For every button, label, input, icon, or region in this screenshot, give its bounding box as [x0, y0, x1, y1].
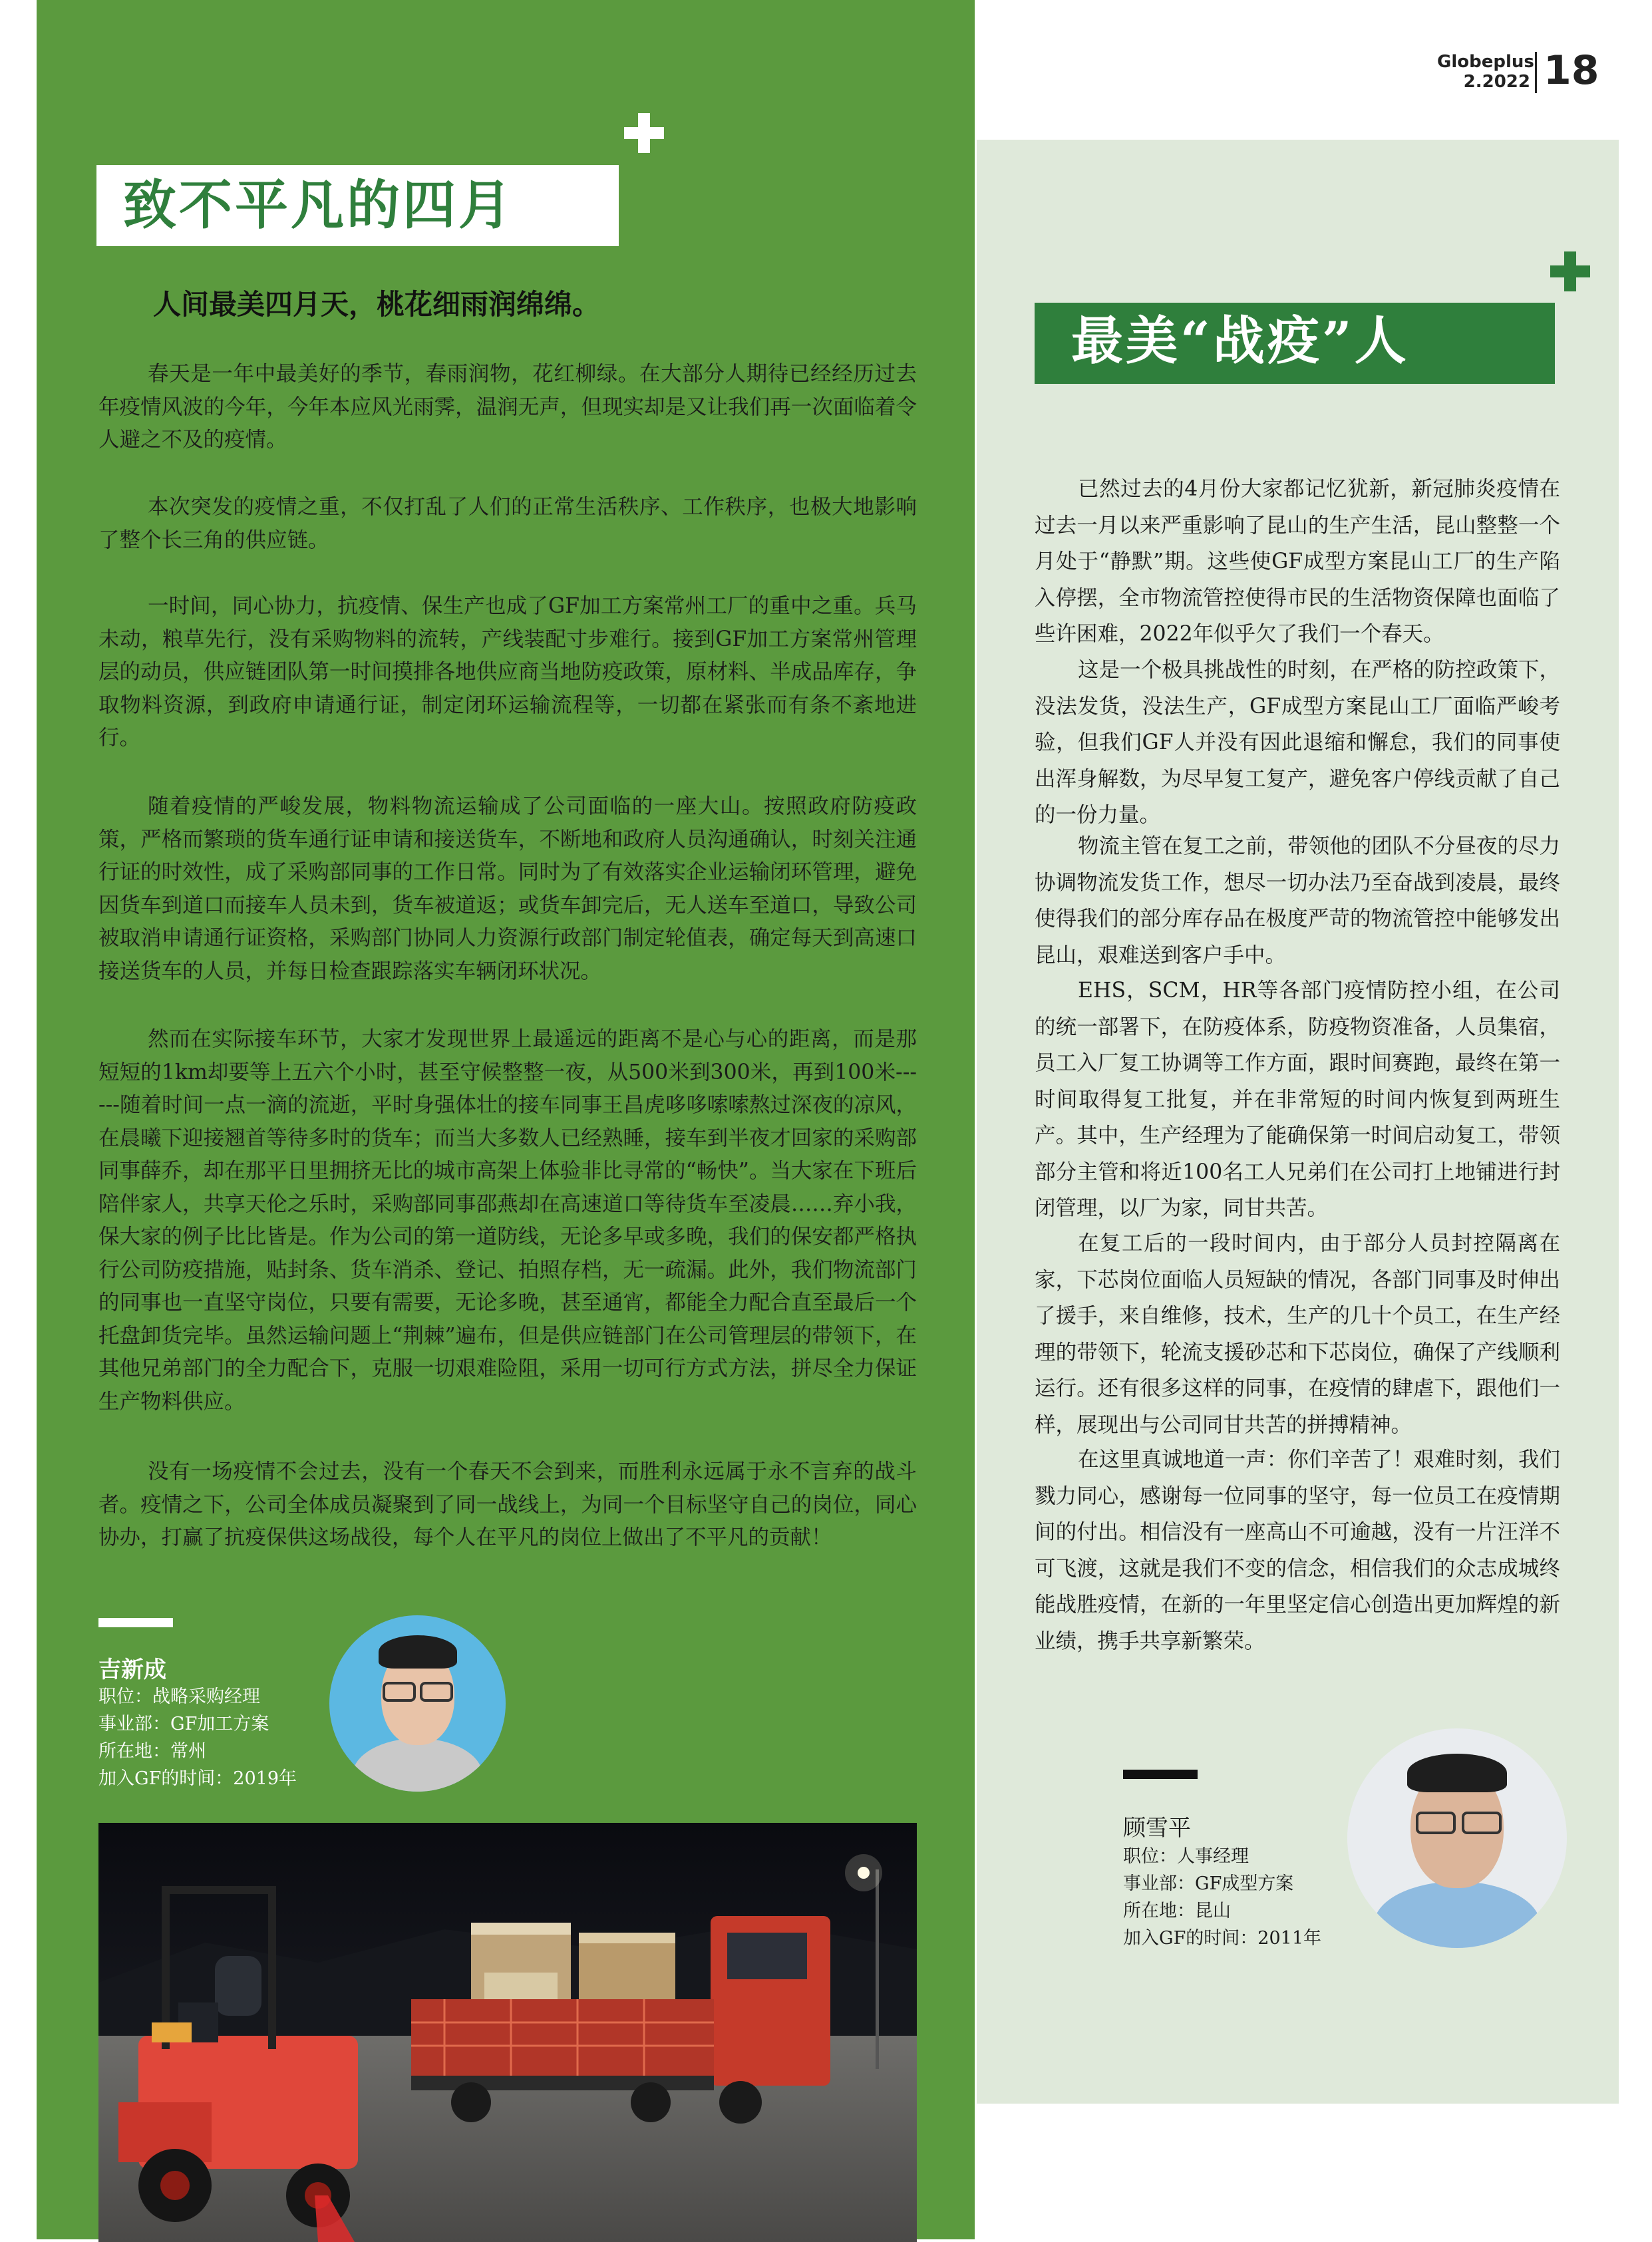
- profile-divider: [98, 1618, 173, 1627]
- avatar: [329, 1615, 506, 1792]
- profile-joined: 加入GF的时间：2011年: [1123, 1928, 1322, 1949]
- profile-division: 事业部：GF成型方案: [1123, 1873, 1294, 1894]
- profile-position: 职位：战略采购经理: [98, 1686, 260, 1707]
- left-paragraph: 随着疫情的严峻发展，物料物流运输成了公司面临的一座大山。按照政府防疫政策，严格而繁琐的货车通行证申请和接送货车，不断地和政府人员沟通确认，时刻关注通行证的时效性，成了采购部同事的工作日常。同时为了有效落实企业运输闭环管理，避免因货车到道口而接车人员未到，货车被道返；或货车卸完后，无人送车至道口，导致公司被取消申请通行证资格，采购部门协同人力资源行政部门制定轮值表，确定每天到高速口接送货车的人员，并每日检查跟踪落实车辆闭环状况。: [98, 794, 917, 983]
- profile-name: 吉新成: [98, 1657, 166, 1683]
- right-paragraph: 已然过去的4月份大家都记忆犹新，新冠肺炎疫情在过去一月以来严重影响了昆山的生产生活，昆山整整一个月处于“静默”期。这些使GF成型方案昆山工厂的生产陷入停摆，全市物流管控使得市民的生活物资保障也面临了些许困难，2022年似乎欠了我们一个春天。: [1035, 477, 1560, 646]
- profile-name: 顾雪平: [1123, 1815, 1191, 1842]
- right-paragraph: 这是一个极具挑战性的时刻，在严格的防控政策下，没法发货，没法生产，GF成型方案昆山工厂面临严峻考验，但我们GF人并没有因此退缩和懈怠，我们的同事使出浑身解数，为尽早复工复产，避免客户停线贡献了自己的一份力量。: [1035, 658, 1560, 827]
- left-article-title: 致不平凡的四月: [123, 174, 514, 236]
- profile-divider: [1123, 1770, 1198, 1779]
- issue-number: 2.2022: [1463, 72, 1530, 92]
- right-paragraph: 物流主管在复工之前，带领他的团队不分昼夜的尽力协调物流发货工作，想尽一切办法乃至奋战到凌晨，最终使得我们的部分库存品在极度严苛的物流管控中能够发出昆山，艰难送到客户手中。: [1035, 834, 1560, 967]
- left-paragraph: 本次突发的疫情之重，不仅打乱了人们的正常生活秩序、工作秩序，也极大地影响了整个长三角的供应链。: [98, 495, 917, 552]
- profile-position: 职位：人事经理: [1123, 1846, 1249, 1867]
- forklift-truck-photo: [98, 1823, 917, 2242]
- plus-icon: [624, 113, 664, 153]
- magazine-brand: [1437, 52, 1534, 92]
- profile-joined: 加入GF的时间：2019年: [98, 1768, 297, 1789]
- left-paragraph: 春天是一年中最美好的季节，春雨润物，花红柳绿。在大部分人期待已经经历过去年疫情风波的今年，今年本应风光雨霁，温润无声，但现实却是又让我们再一次面临着令人避之不及的疫情。: [98, 362, 917, 452]
- right-paragraph: 在这里真诚地道一声：你们辛苦了！艰难时刻，我们戮力同心，感谢每一位同事的坚守，每一位员工在疫情期间的付出。相信没有一座高山不可逾越，没有一片汪洋不可飞渡，这就是我们不变的信念，相信我们的众志成城终能战胜疫情，在新的一年里坚定信心创造出更加辉煌的新业绩，携手共享新繁荣。: [1035, 1448, 1560, 1653]
- right-article-title: 最美“战疫”人: [1071, 311, 1409, 371]
- brand-name: Globeplus: [1437, 52, 1534, 72]
- page-number: 18: [1544, 47, 1599, 94]
- plus-icon: [1550, 251, 1590, 291]
- left-paragraph: 一时间，同心协力，抗疫情、保生产也成了GF加工方案常州工厂的重中之重。兵马未动，粮草先行，没有采购物料的流转，产线装配寸步难行。接到GF加工方案常州管理层的动员，供应链团队第一时间摸排各地供应商当地防疫政策，原材料、半成品库存，争取物料资源，到政府申请通行证，制定闭环运输流程等，一切都在紧张而有条不紊地进行。: [98, 594, 917, 750]
- left-paragraph: 然而在实际接车环节，大家才发现世界上最遥远的距离不是心与心的距离，而是那短短的1km却要等上五六个小时，甚至守候整整一夜，从500米到300米，再到100米------随着时间一点一滴的流逝，平时身强体壮的接车同事王昌虎哆哆嗦嗦熬过深夜的凉风，在晨曦下迎接翘首等待多时的货车；而当大多数人已经熟睡，接车到半夜才回家的采购部同事薛乔，却在那平日里拥挤无比的城市高架上体验非比寻常的“畅快”。当大家在下班后陪伴家人，共享天伦之乐时，采购部同事邵燕却在高速道口等待货车至凌晨……弃小我，保大家的例子比比皆是。作为公司的第一道防线，无论多早或多晚，我们的保安都严格执行公司防疫措施，贴封条、货车消杀、登记、拍照存档，无一疏漏。此外，我们物流部门的同事也一直坚守岗位，只要有需要，无论多晚，甚至通宵，都能全力配合直至最后一个托盘卸货完毕。虽然运输问题上“荆棘”遍布，但是供应链部门在公司管理层的带领下，在其他兄弟部门的全力配合下，克服一切艰难险阻，采用一切可行方式方法，拼尽全力保证生产物料供应。: [98, 1027, 917, 1414]
- left-paragraph: 没有一场疫情不会过去，没有一个春天不会到来，而胜利永远属于永不言弃的战斗者。疫情之下，公司全体成员凝聚到了同一战线上，为同一个目标坚守自己的岗位，同心协办，打赢了抗疫保供这场战役，每个人在平凡的岗位上做出了不平凡的贡献！: [98, 1460, 917, 1549]
- profile-location: 所在地：昆山: [1123, 1901, 1231, 1921]
- header-divider: [1535, 52, 1537, 93]
- profile-division: 事业部：GF加工方案: [98, 1714, 269, 1734]
- avatar: [1347, 1728, 1567, 1948]
- right-paragraph: 在复工后的一段时间内，由于部分人员封控隔离在家，下芯岗位面临人员短缺的情况，各部门同事及时伸出了援手，来自维修，技术，生产的几十个员工，在生产经理的带领下，轮流支援砂芯和下芯岗位，确保了产线顺利运行。还有很多这样的同事，在疫情的肆虐下，跟他们一样，展现出与公司同甘共苦的拼搏精神。: [1035, 1231, 1560, 1437]
- left-article-subtitle: 人间最美四月天，桃花细雨润绵绵。: [153, 288, 601, 321]
- profile-location: 所在地：常州: [98, 1741, 206, 1762]
- right-paragraph: EHS，SCM，HR等各部门疫情防控小组，在公司的统一部署下，在防疫体系，防疫物资准备，人员集宿，员工入厂复工协调等工作方面，跟时间赛跑，最终在第一时间取得复工批复，并在非常短的时间内恢复到两班生产。其中，生产经理为了能确保第一时间启动复工，带领部分主管和将近100名工人兄弟们在公司打上地铺进行封闭管理，以厂为家，同甘共苦。: [1035, 979, 1560, 1220]
